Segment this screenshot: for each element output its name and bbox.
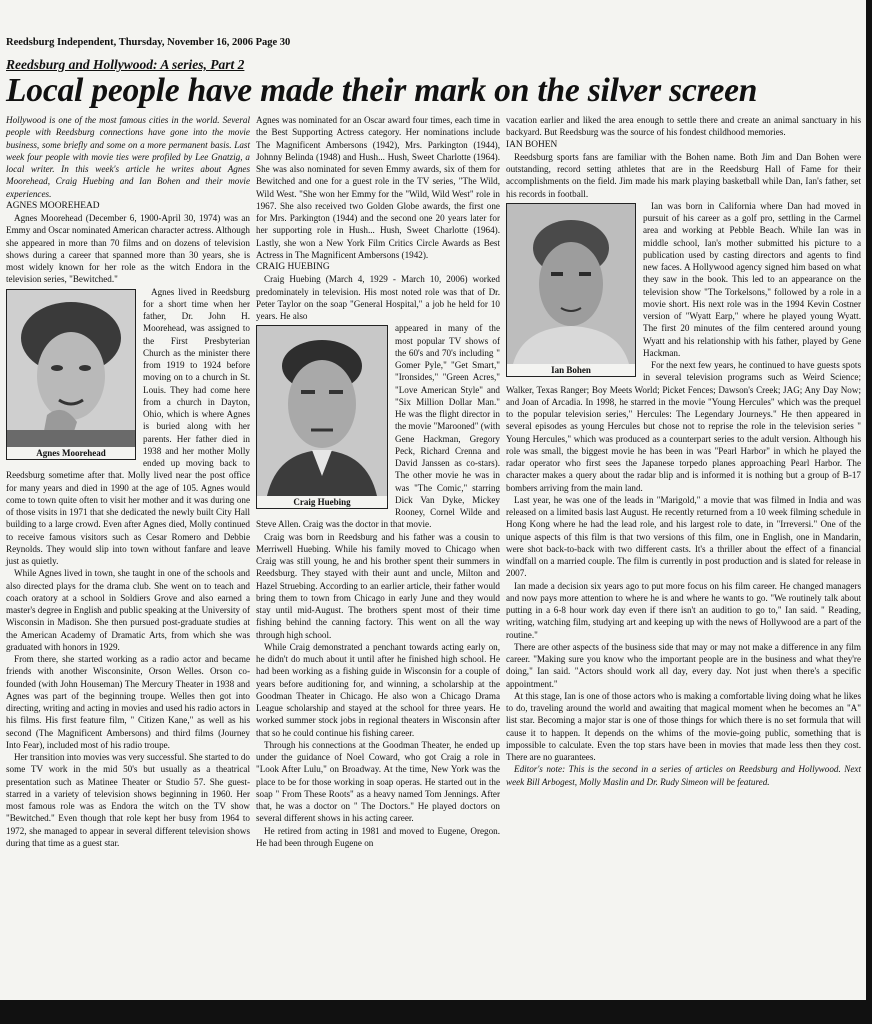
subhead-ian-bohen: IAN BOHEN <box>506 139 558 150</box>
portrait-image <box>7 290 135 447</box>
photo-craig-huebing <box>256 325 388 509</box>
paragraph: Agnes was nominated for an Oscar award four times, each time in the Best Supporting Actress category. Her nominations include The Magnificent Ambersons (1942), Mrs. Parkington (1944), Johnny Belinda (1948) and Hush... Hush, Sweet Charlotte (1964). She was also nominated for seven Emmy awards, six of them for Bewitched and one for a guest role in the TV series, "The Wild, Wild West. "She won her Emmy for the "Wild, Wild West" role in 1967. She also received two Golden Globe awards, the first one for Mrs. Parkington (1944) and the second one 20 years later for her supporting role in Hush... Hush, Sweet Charlotte (1964). Lastly, she won a New York Film Critics Circle Awards as Best Actress in The Magnificent Ambersons (1942). <box>256 115 500 260</box>
paragraph: Craig Huebing (March 4, 1929 - March 10, 2006) worked predominately in television. His most noted role was that of Dr. Peter Taylor on the soap "General Hospital," a job he held for 10 years. He also <box>256 274 500 321</box>
portrait-image <box>507 204 635 364</box>
paragraph: Agnes lived in Reedsburg for a short time when her father, Dr. John H. Moorehead, was assigned to the First Presbyterian Church as the minister there from 1919 to 1924 before moving on to a church in St. Louis. They had come here from a church in Dayton, Ohio, which is where Agnes is buried along with her parents. Her father died in 1938 and her mother Molly ended up moving back to Reedsburg sometime after that. Molly lived near the post office for many years and died in 1990 at the age of 105. Agnes would come to town quite often to visit her mother and it was during one of those visits in 1971 that she dedicated the newly built City Hall building to a large crowd. Even after Agnes died, Molly continued to receive famous visitors such as Cesar Romero and Debbie Reynolds. They would slip into town without fanfare and leave just as quietly. <box>6 286 250 566</box>
photo-caption: Ian Bohen <box>507 364 635 376</box>
photo-caption: Craig Huebing <box>257 496 387 508</box>
paragraph: appeared in many of the most popular TV shows of the 60's and 70's including " Gomer Pyle," "Get Smart," "Ironsides," "Green Acres," "Love American Style" and "Six Million Dollar Man." He was the flight director in the movie "Marooned" (with Gene Hackman, Gregory Peck, Richard Crenna and David Janssen as co-stars). The other movie he was in was "The Comic," starring Dick Van Dyke, Mickey Rooney, Cornel Wilde and Steve Allen. Craig was the doctor in that movie. <box>256 323 501 530</box>
headline: Local people have made their mark on the silver screen <box>6 72 758 109</box>
photo-agnes-moorehead <box>6 289 136 460</box>
paragraph: There are other aspects of the business side that may or may not make a difference in any film career. "Making sure you know who the important people are in the business and what they're doing," Ian said. "Actors should work all day, every day. Not just when there's a specific appointment." <box>506 641 861 689</box>
paragraph: Ian was born in California where Dan had moved in pursuit of his career as a golf pro, settling in the Carmel area and working at Pebble Beach. While Ian was in middle school, Ian's mother submitted his picture to a publication used by casting directors and agents to find new faces. A Hollywood agency signed him based on what they saw in the book. This led to an appearance on the television show "The Torkelsons," followed by a role in a movie short. His next role was in the 1994 Kevin Costner version of "Wyatt Earp," where he played young Wyatt. The first 20 minutes of the film centered around young Wyatt and his relationship with his father, played by Gene Hackman. <box>643 200 861 358</box>
series-title: Reedsburg and Hollywood: A series, Part 2 <box>6 57 245 72</box>
paragraph: Her transition into movies was very successful. She started to do some TV work in the mid 50's but usually as a theatrical presentation such as Matinee Theater or Studio 57. She guest-starred in a variety of television shows beginning in 1960. Her most famous role was as Endora the witch on the TV show "Bewitched." Even though that role kept her busy from 1964 to 1972, she managed to appear in several different television shows during that time as a guest star. <box>6 752 250 848</box>
paragraph: For the next few years, he continued to have guests spots in several television programs such as Weird Science; Walker, Texas Ranger; Boy Meets World; Picket Fences; Dawson's Creek; JAG; Any Day Now; and Joan of Arcadia. In 1998, he starred in the movie "Young Hercules" which was the prequel to the popular television series," Hercules: The Legendary Journeys." He then appeared in several episodes as young Hercules but chose not to reprise the role in the television series " Young Hercules," which was produced as a counterpart series to the adult version. Although his role was small, the biggest movie he has been in was "Pearl Harbor" in which he played the radar operator who first sees the Japanese torpedo planes approaching Pearl Harbor. The character makes a query about the radar blip and is informed it is nothing but a group of B-17 bombers arriving from the main land. <box>506 360 861 493</box>
paragraph: Agnes Moorehead (December 6, 1900-April 30, 1974) was an Emmy and Oscar nominated American character actress. Although she appeared in more than 70 films and on dozens of television shows during a career that spanned more than 30 years, she is most widely known for her role as the witch Endora in the television series, "Bewitched." <box>6 213 250 285</box>
portrait-image <box>257 326 387 496</box>
paragraph: He retired from acting in 1981 and moved to Eugene, Oregon. He had been through Eugene on <box>256 825 500 848</box>
article-deck: Hollywood is one of the most famous cities in the world. Several people with Reedsburg connections have gone into the movie business, some briefly and some on a more permanent basis. Last week four people with movie ties were profiled by Lee Gnatzig, a local writer. In this week's article he writes about Agnes Moorehead, Craig Huebing and Ian Bohen and their movie experiences. <box>6 115 250 199</box>
paragraph: From there, she started working as a radio actor and became friends with another Wisconsinite, Orson Welles. Orson co-founded (with John Houseman) The Mercury Theater in 1938 and Agnes was part of the beginning troupe. Welles then got into directing, writing and acting in movies and used his radio actors in his films. His first feature film, " Citizen Kane," as well as his second (The Magnificent Ambersons) and third films (Journey Into Fear), included most of his radio troupe. <box>6 654 250 750</box>
column-2 <box>256 114 500 849</box>
paragraph: While Craig demonstrated a penchant towards acting early on, he didn't do much about it until after he finished high school. He had been working as a fishing guide in Wisconsin for a couple of years before auditioning for, and winning, a scholarship at the Goodman Theater in Chicago. He also won a Chicago Drama League scholarship and stayed at the school for three years. He worked summer stock jobs in regional theaters in Wisconsin after that so he could continue his fishing career. <box>256 641 500 738</box>
column-1 <box>6 114 250 849</box>
paragraph: Through his connections at the Goodman Theater, he ended up under the guidance of Noel Coward, who got Craig a role in "Look After Lulu," on Broadway. At the time, New York was the place to be for those working in soap operas. He started out in the soap " From These Roots" as a heavy named Tom Jennings. After that, he was a doctor on " The Doctors." He played doctors on several different shows in his acting career. <box>256 739 500 824</box>
paragraph: Craig was born in Reedsburg and his father was a cousin to Merriwell Huebing. While his family moved to Chicago when Craig was still young, he and his brother spent their summers in Reedsburg. They stayed with their aunt and uncle, Milton and Hazel Struebing. According to an earlier article, their father would bring them to town from Chicago in early June and they would stay until mid-August. The brothers spent most of their time fishing behind the canning factory. This went on all the way through high school. <box>256 531 500 640</box>
column-3 <box>506 114 861 788</box>
photo-caption: Agnes Moorehead <box>7 447 135 459</box>
paragraph: Ian made a decision six years ago to put more focus on his film career. He changed managers and now pays more attention to where he is and where he wants to go. "We routinely talk about putting in a 6-8 hour work day even if there isn't an audition to go to," Ian said. " Reading, writing, watching film, studying art and keeping up with the news of Hollywood are a part of the routine." <box>506 580 861 640</box>
photo-ian-bohen <box>506 203 636 377</box>
paragraph: Last year, he was one of the leads in "Marigold," a movie that was filmed in India and was released on a limited basis last August. He recently returned from a 10 week filming schedule in Hong Kong where he had the lead role, and his largest role to date, in "Irreversi." One of the unique aspects of this film is that two versions of this film, one in English, one in Mandarin, were shot back-to-back with two different casts. It's a thriller about the effect of a financial windfall on a married couple. The film is currently in post production and is slated for release in 2007. <box>506 494 861 579</box>
subhead-craig-huebing: CRAIG HUEBING <box>256 262 330 272</box>
paragraph: At this stage, Ian is one of those actors who is making a comfortable living doing what he likes to do, traveling around the world and awaiting that magical moment when he becomes an "A" list star. Becoming a major star is one of those things for which there is no set formula that will cause it to happen. It depends on the whims of the movie-going public, something that is impossible to calculate. Even the top stars have been in movies that made less then they cost. There are no guarantees. <box>506 690 861 762</box>
paragraph: Reedsburg sports fans are familiar with the Bohen name. Both Jim and Dan Bohen were outstanding, record setting athletes that are in the Reedsburg Hall of Fame for their accomplishments on the field. Jim made his mark playing basketball while Dan, Ian's father, set his records in football. <box>506 151 861 199</box>
paragraph: vacation earlier and liked the area enough to settle there and create an animal sanctuary in his backyard. But Reedsburg was the source of his fondest childhood memories. <box>506 115 861 138</box>
subhead-agnes-moorehead: AGNES MOOREHEAD <box>6 200 100 211</box>
paragraph: While Agnes lived in town, she taught in one of the schools and also directed plays for the drama club. She went on to teach and coach oratory at a school in Soldiers Grove and also earned a master's degree in English and public speaking at the University of Wisconsin in Madison. She then pursued post-graduate studies at the American Academy of Dramatic Arts, from which she was graduated with honors in 1929. <box>6 568 250 652</box>
editors-note: Editor's note: This is the second in a series of articles on Reedsburg and Hollywood. Next week Bill Arbogest, Molly Maslin and Dr. Rudy Simeon will be featured. <box>506 764 861 787</box>
dateline: Reedsburg Independent, Thursday, November 16, 2006 Page 30 <box>6 37 291 48</box>
